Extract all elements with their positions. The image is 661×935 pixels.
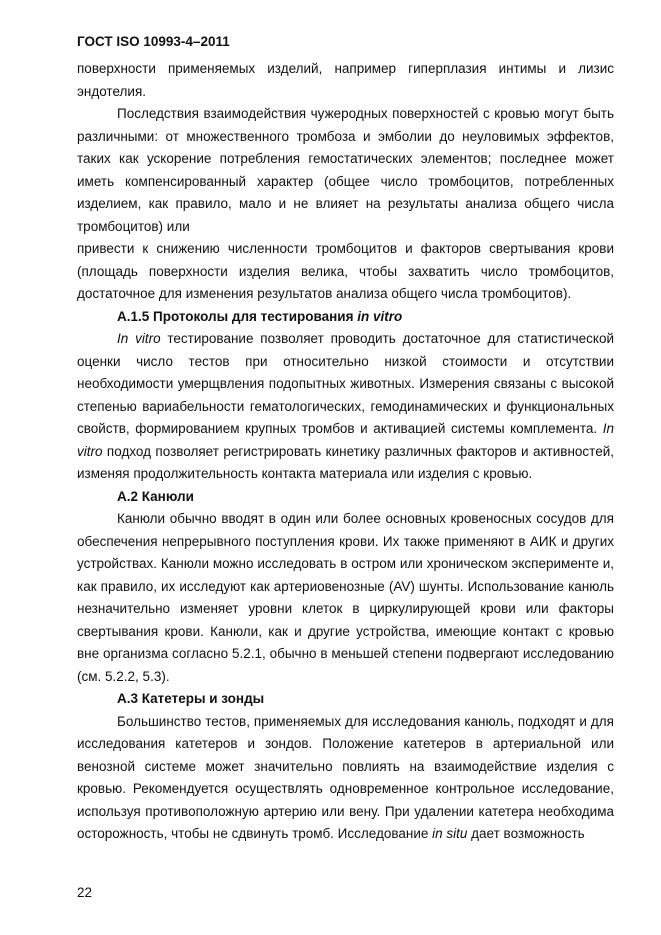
- paragraph-thrombocyte-reduction: привести к снижению численности тромбоцитов и факторов свертывания крови (площадь поверхности изделия велика, чтобы захватить число тромбоцитов, достаточное для изменения результатов анализа общего числа тромбоцитов).: [77, 241, 614, 301]
- paragraph-consequences: Последствия взаимодействия чужеродных поверхностей с кровью могут быть различными: от множественного тромбоза и эмболии до неуловимых эффектов, таких как ускорение потребления гемостатических элементов; последнее может иметь компенсированный характер (общее число тромбоцитов, потребленных изделием, как правило, мало и не влияет на результаты анализа общего числа тромбоцитов) или: [77, 106, 614, 234]
- in-vitro-text-2: подход позволяет регистрировать кинетику различных факторов и активностей, изменяя продолжительность контакта материала или изделия с кровью.: [77, 443, 614, 481]
- in-situ-term: in situ: [432, 826, 468, 841]
- document-header: ГОСТ ISO 10993-4–2011: [77, 34, 230, 49]
- paragraph-continuation: поверхности применяемых изделий, например гиперплазия интимы и лизис эндотелия.: [77, 61, 614, 99]
- paragraph-in-vitro: [77, 328, 614, 486]
- paragraph-cannulas: Канюли обычно вводят в один или более основных кровеносных сосудов для обеспечения непрерывного поступления крови. Их также применяют в АИК и других устройствах. Канюли можно исследовать в остром или хроническом эксперименте и, как правило, их исследуют как артериовенозные (AV) шунты. Использование канюль незначительно изменяет уровни клеток в циркулирующей крови или факторы свертывания крови. Канюли, как и другие устройства, имеющие контакт с кровью вне организма согласно 5.2.1, обычно в меньшей степени подвергают исследованию (см. 5.2.2, 5.3).: [77, 511, 614, 684]
- section-heading-a15: [77, 306, 614, 329]
- in-vitro-term: In vitro: [117, 331, 161, 346]
- in-vitro-text: тестирование позволяет проводить достаточное для статистической оценки число тестов при относительно низкой стоимости и отсутствии необходимости умерщвления подопытных животных. Измерения связаны с высокой степенью вариабельности гематологических, гемодинамических и функциональных свойств, формированием крупных тромбов и активацией системы комплемента.: [77, 331, 614, 436]
- section-heading-a3: А.3 Катетеры и зонды: [117, 691, 265, 706]
- section-heading-a2: А.2 Канюли: [117, 488, 194, 504]
- page-number: 22: [77, 885, 93, 900]
- paragraph-catheters: [77, 711, 614, 846]
- catheters-text-2: дает возможность: [467, 826, 585, 841]
- heading-a15-italic: in vitro: [357, 308, 403, 324]
- heading-a15-prefix: А.1.5 Протоколы для тестирования: [117, 308, 358, 324]
- in-vitro-term-2: In vitro: [77, 421, 614, 459]
- catheters-text: Большинство тестов, применяемых для исследования канюль, подходят и для исследования катетеров и зондов. Положение катетеров в артериальной или венозной системе может значительно повлиять на взаимодействие изделия с кровью. Рекомендуется осуществлять одновременное контрольное исследование, используя противоположную артерию или вену. При удалении катетера необходима осторожность, чтобы не сдвинуть тромб. Исследование: [77, 713, 614, 841]
- document-body: [77, 58, 614, 846]
